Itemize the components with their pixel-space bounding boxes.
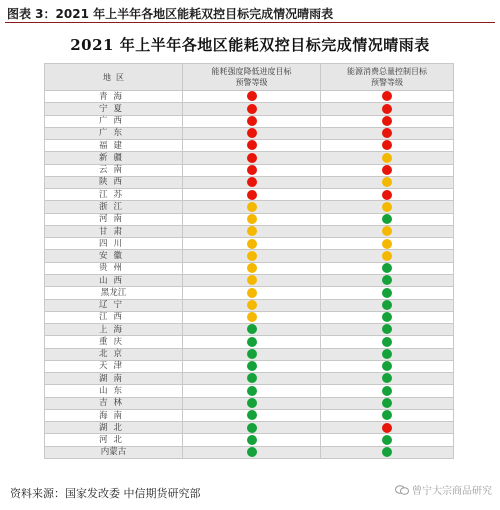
intensity-status-dot bbox=[247, 202, 257, 212]
total-status-cell bbox=[321, 127, 454, 139]
table-row bbox=[45, 250, 454, 262]
total-status-cell bbox=[321, 299, 454, 311]
total-status-cell bbox=[321, 336, 454, 348]
total-status-dot bbox=[382, 312, 392, 322]
total-status-dot bbox=[382, 386, 392, 396]
intensity-status-dot bbox=[247, 300, 257, 310]
total-status-dot bbox=[382, 116, 392, 126]
region-name: 青海 bbox=[45, 91, 183, 103]
table-row bbox=[45, 324, 454, 336]
region-name: 山东 bbox=[45, 385, 183, 397]
table-row bbox=[45, 409, 454, 421]
total-status-dot bbox=[382, 300, 392, 310]
total-status-dot bbox=[382, 104, 392, 114]
region-name: 云南 bbox=[45, 164, 183, 176]
intensity-status-dot bbox=[247, 410, 257, 420]
intensity-status-dot bbox=[247, 128, 257, 138]
region-name: 福建 bbox=[45, 140, 183, 152]
intensity-status-cell bbox=[183, 336, 321, 348]
intensity-status-cell bbox=[183, 250, 321, 262]
region-name: 辽宁 bbox=[45, 299, 183, 311]
total-status-cell bbox=[321, 446, 454, 458]
table-row bbox=[45, 348, 454, 360]
intensity-status-dot bbox=[247, 349, 257, 359]
total-status-dot bbox=[382, 165, 392, 175]
intensity-status-dot bbox=[247, 153, 257, 163]
intensity-status-dot bbox=[247, 91, 257, 101]
total-status-dot bbox=[382, 349, 392, 359]
watermark-text: 曾宁大宗商品研究 bbox=[412, 486, 492, 497]
region-name: 广东 bbox=[45, 127, 183, 139]
total-status-cell bbox=[321, 152, 454, 164]
intensity-status-cell bbox=[183, 225, 321, 237]
header-total: 能源消费总量控制目标 预警等级 bbox=[321, 64, 454, 91]
figure-divider bbox=[5, 22, 495, 23]
intensity-status-cell bbox=[183, 91, 321, 103]
total-status-cell bbox=[321, 189, 454, 201]
intensity-status-dot bbox=[247, 361, 257, 371]
intensity-status-cell bbox=[183, 360, 321, 372]
total-status-cell bbox=[321, 348, 454, 360]
table-row bbox=[45, 397, 454, 409]
intensity-status-cell bbox=[183, 422, 321, 434]
intensity-status-cell bbox=[183, 201, 321, 213]
total-status-dot bbox=[382, 288, 392, 298]
table-row bbox=[45, 360, 454, 372]
intensity-status-cell bbox=[183, 115, 321, 127]
total-status-dot bbox=[382, 140, 392, 150]
total-status-cell bbox=[321, 164, 454, 176]
table-header-row bbox=[45, 64, 454, 91]
table-row bbox=[45, 373, 454, 385]
table-row bbox=[45, 385, 454, 397]
region-name: 陕西 bbox=[45, 176, 183, 188]
intensity-status-dot bbox=[247, 177, 257, 187]
table-row bbox=[45, 336, 454, 348]
intensity-status-cell bbox=[183, 446, 321, 458]
total-status-cell bbox=[321, 140, 454, 152]
region-name: 内蒙古 bbox=[45, 446, 183, 458]
total-status-cell bbox=[321, 385, 454, 397]
header-intensity: 能耗强度降低进度目标 预警等级 bbox=[183, 64, 321, 91]
total-status-cell bbox=[321, 225, 454, 237]
region-name: 贵州 bbox=[45, 262, 183, 274]
intensity-status-dot bbox=[247, 312, 257, 322]
intensity-status-cell bbox=[183, 348, 321, 360]
total-status-dot bbox=[382, 275, 392, 285]
table-row bbox=[45, 238, 454, 250]
intensity-status-dot bbox=[247, 239, 257, 249]
intensity-status-cell bbox=[183, 176, 321, 188]
intensity-status-dot bbox=[247, 275, 257, 285]
table-row bbox=[45, 103, 454, 115]
region-name: 湖北 bbox=[45, 422, 183, 434]
region-name: 海南 bbox=[45, 409, 183, 421]
region-name: 北京 bbox=[45, 348, 183, 360]
total-status-dot bbox=[382, 251, 392, 261]
total-status-dot bbox=[382, 91, 392, 101]
intensity-status-cell bbox=[183, 397, 321, 409]
intensity-status-dot bbox=[247, 165, 257, 175]
total-status-cell bbox=[321, 176, 454, 188]
total-status-dot bbox=[382, 128, 392, 138]
total-status-cell bbox=[321, 115, 454, 127]
intensity-status-dot bbox=[247, 337, 257, 347]
region-name: 黑龙江 bbox=[45, 287, 183, 299]
intensity-status-dot bbox=[247, 423, 257, 433]
table-row bbox=[45, 115, 454, 127]
region-name: 吉林 bbox=[45, 397, 183, 409]
total-status-cell bbox=[321, 238, 454, 250]
intensity-status-dot bbox=[247, 373, 257, 383]
intensity-status-dot bbox=[247, 386, 257, 396]
region-name: 浙江 bbox=[45, 201, 183, 213]
total-status-cell bbox=[321, 103, 454, 115]
total-status-cell bbox=[321, 201, 454, 213]
total-status-dot bbox=[382, 324, 392, 334]
intensity-status-dot bbox=[247, 398, 257, 408]
intensity-status-dot bbox=[247, 263, 257, 273]
total-status-dot bbox=[382, 373, 392, 383]
table-row bbox=[45, 140, 454, 152]
total-status-dot bbox=[382, 398, 392, 408]
table-row bbox=[45, 91, 454, 103]
intensity-status-cell bbox=[183, 409, 321, 421]
total-status-dot bbox=[382, 239, 392, 249]
table-row bbox=[45, 287, 454, 299]
intensity-status-dot bbox=[247, 447, 257, 457]
region-name: 新疆 bbox=[45, 152, 183, 164]
table-row bbox=[45, 422, 454, 434]
figure-label: 图表 3：2021 年上半年各地区能耗双控目标完成情况晴雨表 bbox=[7, 7, 334, 21]
total-status-cell bbox=[321, 373, 454, 385]
region-name: 上海 bbox=[45, 324, 183, 336]
table-row bbox=[45, 201, 454, 213]
total-status-cell bbox=[321, 213, 454, 225]
total-status-dot bbox=[382, 226, 392, 236]
table-row bbox=[45, 189, 454, 201]
table-row bbox=[45, 299, 454, 311]
region-name: 广西 bbox=[45, 115, 183, 127]
intensity-status-cell bbox=[183, 152, 321, 164]
total-status-cell bbox=[321, 422, 454, 434]
region-name: 安徽 bbox=[45, 250, 183, 262]
total-status-dot bbox=[382, 410, 392, 420]
region-name: 河南 bbox=[45, 213, 183, 225]
total-status-dot bbox=[382, 214, 392, 224]
total-status-dot bbox=[382, 263, 392, 273]
table-row bbox=[45, 311, 454, 323]
table-row bbox=[45, 164, 454, 176]
total-status-cell bbox=[321, 324, 454, 336]
intensity-status-cell bbox=[183, 324, 321, 336]
table-row bbox=[45, 225, 454, 237]
region-name: 山西 bbox=[45, 274, 183, 286]
wechat-icon bbox=[395, 485, 409, 495]
total-status-cell bbox=[321, 250, 454, 262]
table-title: 2021 年上半年各地区能耗双控目标完成情况晴雨表 bbox=[70, 36, 430, 54]
total-status-dot bbox=[382, 177, 392, 187]
total-status-cell bbox=[321, 409, 454, 421]
total-status-cell bbox=[321, 434, 454, 446]
intensity-status-dot bbox=[247, 104, 257, 114]
intensity-status-cell bbox=[183, 213, 321, 225]
total-status-dot bbox=[382, 337, 392, 347]
total-status-dot bbox=[382, 447, 392, 457]
intensity-status-dot bbox=[247, 214, 257, 224]
intensity-status-cell bbox=[183, 140, 321, 152]
region-name: 重庆 bbox=[45, 336, 183, 348]
intensity-status-cell bbox=[183, 262, 321, 274]
total-status-dot bbox=[382, 423, 392, 433]
source-note: 资料来源：国家发改委 中信期货研究部 bbox=[10, 487, 201, 500]
total-status-dot bbox=[382, 202, 392, 212]
table-row bbox=[45, 213, 454, 225]
intensity-status-dot bbox=[247, 116, 257, 126]
intensity-status-cell bbox=[183, 189, 321, 201]
total-status-dot bbox=[382, 361, 392, 371]
intensity-status-cell bbox=[183, 127, 321, 139]
intensity-status-cell bbox=[183, 311, 321, 323]
total-status-cell bbox=[321, 287, 454, 299]
region-name: 甘肃 bbox=[45, 225, 183, 237]
region-name: 湖南 bbox=[45, 373, 183, 385]
total-status-cell bbox=[321, 360, 454, 372]
total-status-dot bbox=[382, 190, 392, 200]
intensity-status-cell bbox=[183, 385, 321, 397]
intensity-status-dot bbox=[247, 226, 257, 236]
intensity-status-cell bbox=[183, 103, 321, 115]
region-name: 江西 bbox=[45, 311, 183, 323]
table-row bbox=[45, 152, 454, 164]
intensity-status-cell bbox=[183, 274, 321, 286]
total-status-cell bbox=[321, 397, 454, 409]
table-row bbox=[45, 176, 454, 188]
intensity-status-dot bbox=[247, 324, 257, 334]
intensity-status-dot bbox=[247, 140, 257, 150]
intensity-status-dot bbox=[247, 251, 257, 261]
barometer-table bbox=[44, 63, 454, 459]
intensity-status-dot bbox=[247, 435, 257, 445]
intensity-status-cell bbox=[183, 299, 321, 311]
region-name: 宁夏 bbox=[45, 103, 183, 115]
region-name: 四川 bbox=[45, 238, 183, 250]
total-status-cell bbox=[321, 262, 454, 274]
intensity-status-cell bbox=[183, 373, 321, 385]
table-row bbox=[45, 446, 454, 458]
intensity-status-cell bbox=[183, 164, 321, 176]
total-status-dot bbox=[382, 435, 392, 445]
header-region: 地 区 bbox=[45, 64, 183, 91]
total-status-cell bbox=[321, 311, 454, 323]
region-name: 江苏 bbox=[45, 189, 183, 201]
region-name: 河北 bbox=[45, 434, 183, 446]
intensity-status-cell bbox=[183, 287, 321, 299]
table-row bbox=[45, 262, 454, 274]
intensity-status-dot bbox=[247, 288, 257, 298]
table-row bbox=[45, 127, 454, 139]
total-status-cell bbox=[321, 274, 454, 286]
table-row bbox=[45, 274, 454, 286]
total-status-dot bbox=[382, 153, 392, 163]
intensity-status-cell bbox=[183, 434, 321, 446]
intensity-status-cell bbox=[183, 238, 321, 250]
total-status-cell bbox=[321, 91, 454, 103]
intensity-status-dot bbox=[247, 190, 257, 200]
region-name: 天津 bbox=[45, 360, 183, 372]
table-row bbox=[45, 434, 454, 446]
watermark bbox=[395, 482, 492, 497]
